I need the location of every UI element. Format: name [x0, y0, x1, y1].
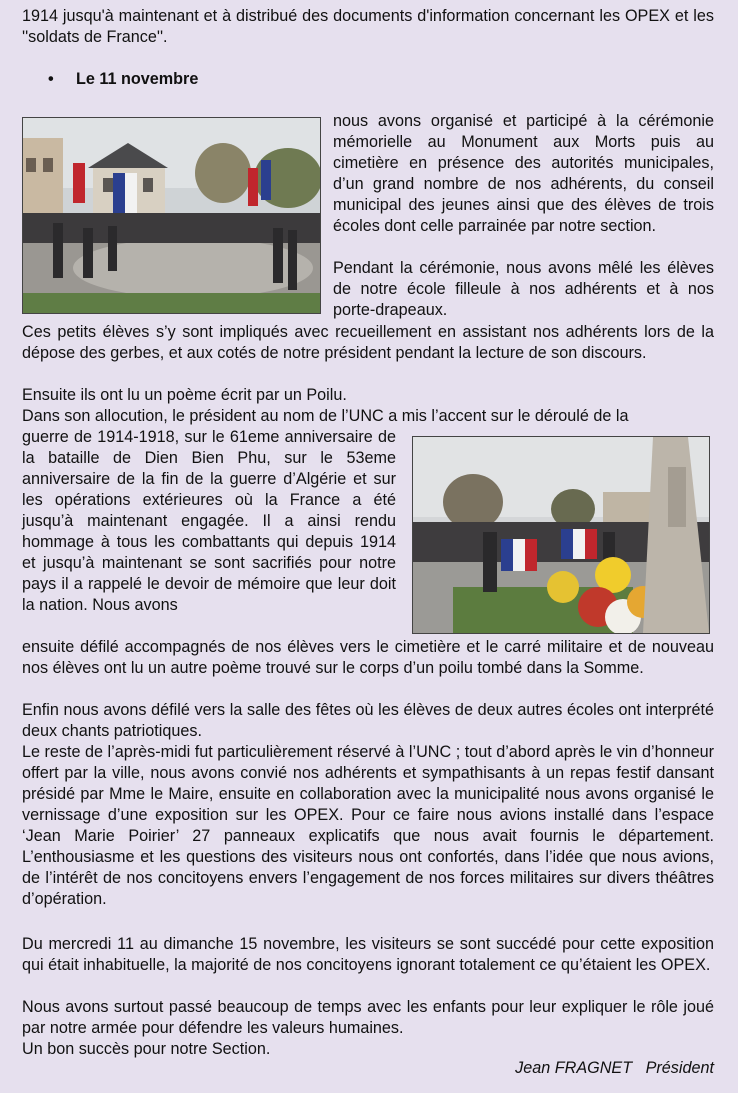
- paragraph-8: Le reste de l’après-midi fut particulièrement réservé à l’UNC ; tout d’abord après le vin d’honneur offert par la ville, nous avons convié nos adhérents et sympathisants à un repas festif dansant présidé par Mme le Maire, ensuite en collaboration avec la municipalité nous avons organisé le vernissage d’une exposition sur les OPEX. Pour ce faire nous avions installé dans l’espace ‘Jean Marie Poirier’ 27 panneaux explicatifs que nous avait fournis le département. L’enthousiasme et les questions des visiteurs nous ont confortés, dans l’idée que nous avions, de l’intérêt de nos concitoyens envers l’engagement de nos forces militaires sur divers théâtres d’opération.: [22, 743, 714, 908]
- ceremony-photo-2: [412, 436, 710, 634]
- intro-paragraph: 1914 jusqu'à maintenant et à distribué des documents d'information concernant les OPEX et les ''soldats de France''.: [22, 7, 714, 46]
- paragraph-9: Du mercredi 11 au dimanche 15 novembre, les visiteurs se sont succédé pour cette exposition qui était inhabituelle, la majorité de nos concitoyens ignorant totalement ce qu’étaient les OPEX.: [22, 935, 714, 974]
- paragraph-6: ensuite défilé accompagnés de nos élèves vers le cimetière et le carré militaire et de nouveau nos élèves ont lu un autre poème trouvé sur le corps d’un poilu tombé dans la Somme.: [22, 638, 714, 677]
- paragraph-5-lead: Dans son allocution, le président au nom de l’UNC a mis l’accent sur le déroulé de la: [22, 407, 629, 425]
- paragraph-2: Pendant la cérémonie, nous avons mêlé les élèves de notre école filleule à nos adhérents et à nos porte-drapeaux.: [333, 259, 714, 319]
- signature: Jean FRAGNET Président: [515, 1059, 714, 1077]
- paragraph-10: Nous avons surtout passé beaucoup de temps avec les enfants pour leur expliquer le rôle joué par notre armée pour défendre les valeurs humaines.: [22, 998, 714, 1037]
- paragraph-3: Ces petits élèves s’y sont impliqués avec recueillement en assistant nos adhérents lors de la dépose des gerbes, et aux cotés de notre président pendant la lecture de son discours.: [22, 323, 714, 362]
- ceremony-photo-1: [22, 117, 321, 314]
- paragraph-7: Enfin nous avons défilé vers la salle des fêtes où les élèves de deux autres écoles ont interprété deux chants patriotiques.: [22, 701, 714, 740]
- section-heading: [48, 69, 198, 90]
- paragraph-11: Un bon succès pour notre Section.: [22, 1040, 271, 1058]
- heading-text: Le 11 novembre: [76, 70, 199, 88]
- bullet-dot-icon: •: [48, 70, 54, 88]
- paragraph-1: nous avons organisé et participé à la cérémonie mémorielle au Monument aux Morts puis au cimetière en présence des autorités municipales, d’un grand nombre de nos adhérents, du conseil municipal des jeunes ainsi que des élèves de trois écoles dont celle parrainée par notre section.: [333, 112, 714, 235]
- paragraph-4: Ensuite ils ont lu un poème écrit par un Poilu.: [22, 386, 347, 404]
- paragraph-5-wrap: guerre de 1914-1918, sur le 61eme anniversaire de la bataille de Dien Bien Phu, sur le 53eme anniversaire de la fin de la guerre d’Algérie et sur les opérations extérieures où la France a été jusqu’à maintenant engagée. Il a ainsi rendu hommage à tous les combattants qui depuis 1914 et jusqu’à maintenant se sont sacrifiés pour notre pays il a rappelé le devoir de mémoire que leur doit la nation. Nous avons: [22, 428, 396, 614]
